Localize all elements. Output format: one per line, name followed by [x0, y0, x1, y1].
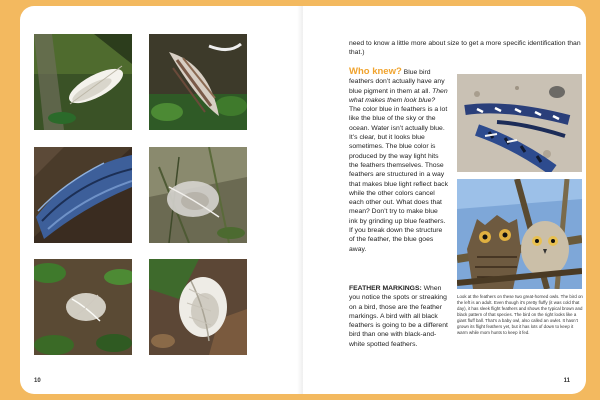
- page-number-right: 11: [563, 378, 570, 384]
- photo-small-down-feather: [34, 259, 132, 355]
- photo-downy-feather-grass: [149, 147, 247, 243]
- feather-markings-paragraph: [349, 284, 448, 349]
- who-knew-label: Who knew?: [349, 66, 402, 77]
- photo-white-fluffy-feather: [34, 34, 132, 130]
- photo-striped-feather: [149, 34, 247, 130]
- who-knew-paragraph: [349, 67, 448, 254]
- who-knew-text-2: The color blue in feathers is a lot like the blue of the sky or the ocean. Water isn’t actually blue. It’s clear, but it looks blue sometimes. The blue color is produced by the way light hits the feathers themselves. Those feathers are structured in a way that makes blue light reflect back while the other colors cancel each other out. What does that mean? Don’t try to make blue ink by grinding up blue feathers. If you break down the structure of the feather, the blue goes away.: [349, 106, 448, 253]
- feather-markings-label: FEATHER MARKINGS:: [349, 285, 422, 292]
- intro-paragraph: need to know a little more about size to get a more specific identification than that.): [349, 40, 581, 57]
- photo-white-feather-leaves: [149, 259, 247, 355]
- photo-blue-jay-feathers: [457, 74, 582, 172]
- feather-markings-text: When you notice the spots or streaking on a bird, those are the feather markings. A bird with all black feathers is going to be a different bird than one with black-and-white spotted feathers.: [349, 285, 448, 348]
- right-page: [303, 6, 586, 394]
- who-knew-text-1: Blue bird feathers don’t actually have any blue pigment in them at all.: [349, 69, 445, 95]
- photo-blue-feather: [34, 147, 132, 243]
- photo-great-horned-owls: [457, 179, 582, 289]
- page-number-left: 10: [34, 378, 41, 384]
- owl-photo-caption: Look at the feathers on these two great-horned owls. The bird on the left is an adult. Even though it’s pretty fluffy (it was cold that day), it has sleek flight feathers and shows the typical brown and black pattern of that species. The bird on the right looks like a giant fluff ball. That’s a baby owl, also called an owlet. It hasn’t grown its flight feathers yet, but it has lots of down to keep it warm while mom hunts to keep it fed.: [457, 294, 583, 335]
- left-page: [20, 6, 303, 394]
- who-knew-question: Then what makes them look blue?: [349, 87, 448, 104]
